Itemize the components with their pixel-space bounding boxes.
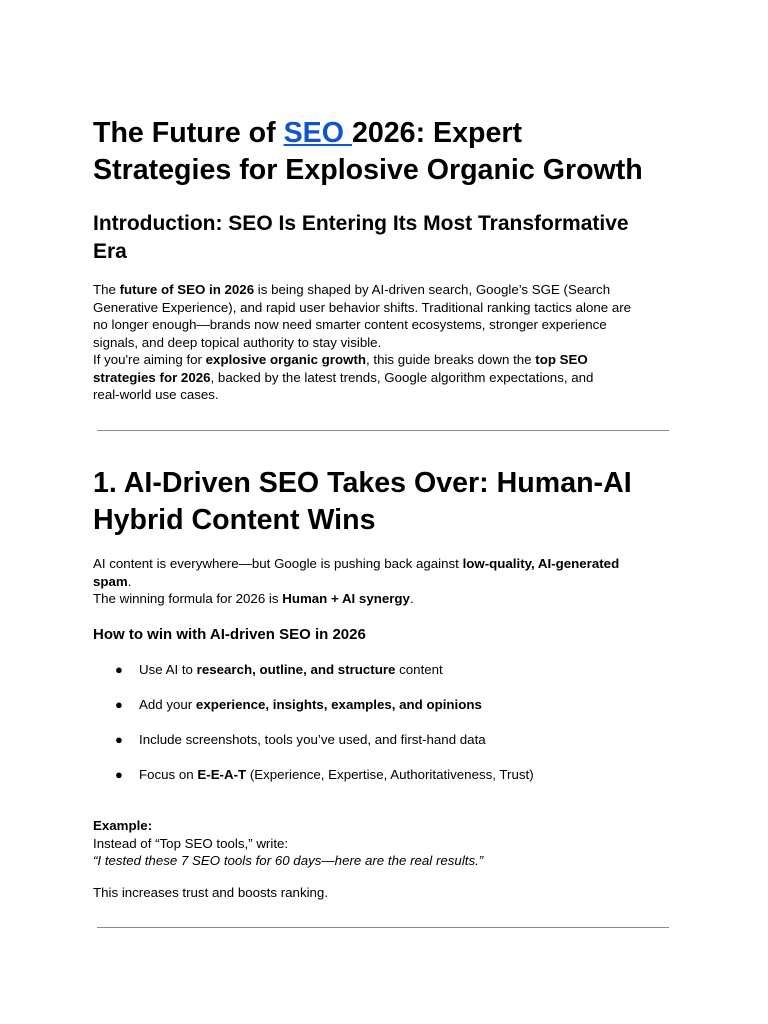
list-item: ● Focus on E-E-A-T (Experience, Expertise, Authoritativeness, Trust) (115, 767, 534, 782)
title-line-1: The Future of SEO 2026: Expert (93, 117, 523, 149)
horizontal-divider (97, 430, 669, 431)
list-item: ● Include screenshots, tools you’ve used, and first-hand data (115, 732, 486, 747)
page-title (93, 115, 713, 189)
list-item: ● Use AI to research, outline, and structure content (115, 662, 443, 677)
horizontal-divider (97, 927, 669, 928)
strategy-bullet-list (93, 661, 693, 801)
closing-text: This increases trust and boosts ranking. (93, 885, 329, 900)
intro-heading: Introduction: SEO Is Entering Its Most Transformative Era (93, 212, 629, 263)
bullet-icon: ● (115, 662, 123, 677)
example-label: Example: (93, 818, 153, 833)
bullet-icon: ● (115, 732, 123, 747)
section-1-paragraph: AI content is everywhere—but Google is pushing back against low-quality, AI-generated spam. The winning formula for 2026 is Human + AI synergy. (93, 556, 620, 606)
list-item: ● Add your experience, insights, examples, and opinions (115, 697, 482, 712)
example-quote: “I tested these 7 SEO tools for 60 days—here are the real results.” (93, 853, 484, 868)
intro-paragraph: The future of SEO in 2026 is being shaped by AI-driven search, Google’s SGE (Search Generative Experience), and rapid user behavior shifts. Traditional ranking tactics alone are no longer enough—brands now need smarter content ecosystems, stronger experience signals, and deep topical authority to stay visible. If you're aiming for explosive organic growth, this guide breaks down the top SEO strategies for 2026, backed by the latest trends, Google algorithm expectations, and real-world use cases. (93, 282, 632, 402)
example-block: Example: Instead of “Top SEO tools,” write: “I tested these 7 SEO tools for 60 days—here are the real results.” (93, 817, 683, 870)
section-1-heading: 1. AI-Driven SEO Takes Over: Human-AI Hybrid Content Wins (93, 467, 632, 536)
title-line-2: Strategies for Explosive Organic Growth (93, 154, 643, 186)
seo-link[interactable]: SEO (283, 117, 352, 149)
section-1-subheading: How to win with AI-driven SEO in 2026 (93, 626, 366, 643)
bullet-icon: ● (115, 767, 123, 782)
bullet-icon: ● (115, 697, 123, 712)
